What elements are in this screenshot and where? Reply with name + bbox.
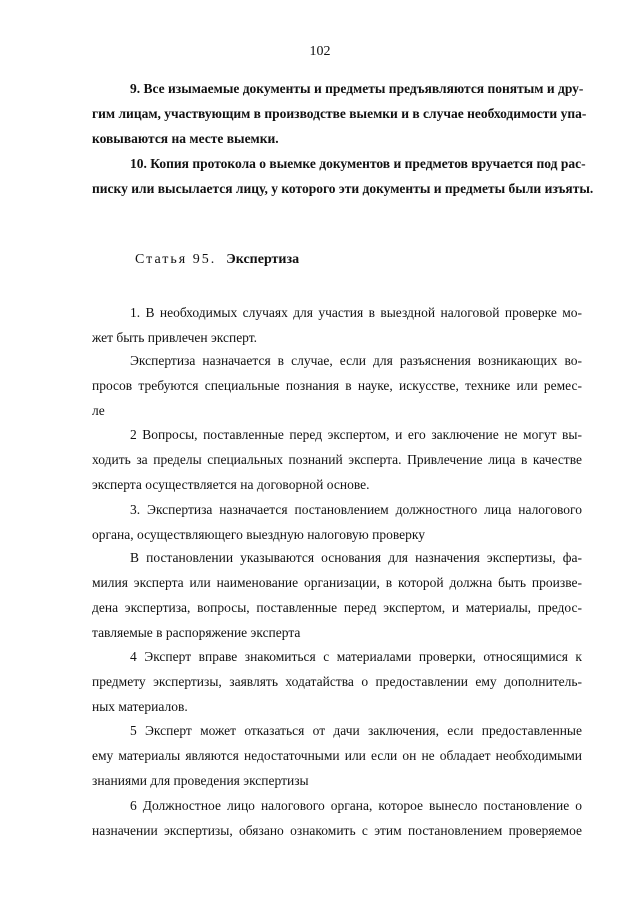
text-line: милия эксперта или наименование организации, в которой должна быть произве-	[92, 575, 582, 590]
paragraph-9	[92, 76, 587, 151]
text-line: 3. Экспертиза назначается постановлением должностного лица налогового	[130, 502, 582, 517]
text-line: просов требуются специальные познания в науке, искусстве, технике или ремес-	[92, 378, 582, 393]
text-line: 9. Все изымаемые документы и предметы предъявляются понятым и дру-	[130, 81, 584, 96]
text-line: предмету экспертизы, заявлять ходатайства о предоставлении ему дополнитель-	[92, 674, 582, 689]
text-line: 6 Должностное лицо налогового органа, которое вынесло постановление о	[130, 798, 582, 813]
paragraph	[92, 300, 582, 350]
paragraph	[92, 644, 582, 719]
text-line: дена экспертиза, вопросы, поставленные перед экспертом, и материалы, предос-	[92, 600, 582, 615]
text-line: 2 Вопросы, поставленные перед экспертом, и его заключение не могут вы-	[130, 427, 582, 442]
text-line: ходить за пределы специальных познаний эксперта. Привлечение лица в качестве	[92, 452, 582, 467]
paragraph	[92, 793, 582, 843]
text-line: 10. Копия протокола о выемке документов и предметов вручается под рас-	[130, 156, 586, 171]
text-line: 5 Эксперт может отказаться от дачи заключения, если предоставленные	[130, 723, 582, 738]
paragraph	[92, 718, 582, 793]
article-heading	[135, 252, 299, 268]
text-line: жет быть привлечен эксперт.	[92, 330, 258, 345]
article-title: Экспертиза	[226, 252, 300, 267]
text-line: ных материалов.	[92, 699, 188, 714]
paragraph	[92, 348, 582, 423]
page-number: 102	[309, 44, 331, 59]
text-line: эксперта осуществляется на договорной основе.	[92, 477, 370, 492]
text-line: 4 Эксперт вправе знакомиться с материалами проверки, относящимися к	[130, 649, 582, 664]
paragraph	[92, 545, 582, 645]
text-line: 1. В необходимых случаях для участия в выездной налоговой проверке мо-	[130, 305, 582, 320]
text-line: тавляемые в распоряжение эксперта	[92, 625, 301, 640]
paragraph	[92, 497, 582, 547]
text-line: назначении экспертизы, обязано ознакомить с этим постановлением проверяемое	[92, 823, 582, 838]
paragraph-10	[92, 151, 594, 201]
text-line: знаниями для проведения экспертизы	[92, 773, 309, 788]
text-line: гим лицам, участвующим в производстве выемки и в случае необходимости упа-	[92, 106, 587, 121]
text-line: Экспертиза назначается в случае, если для разъяснения возникающих во-	[130, 353, 582, 368]
text-line: писку или высылается лицу, у которого эти документы и предметы были изъяты.	[92, 181, 594, 196]
text-line: ему материалы являются недостаточными или если он не обладает необходимыми	[92, 748, 582, 763]
article-label: Статья 95.	[135, 252, 217, 267]
text-line: ле	[92, 403, 105, 418]
text-line: органа, осуществляющего выездную налоговую проверку	[92, 527, 425, 542]
text-line: ковываются на месте выемки.	[92, 131, 279, 146]
paragraph	[92, 422, 582, 497]
text-line: В постановлении указываются основания для назначения экспертизы, фа-	[130, 550, 582, 565]
